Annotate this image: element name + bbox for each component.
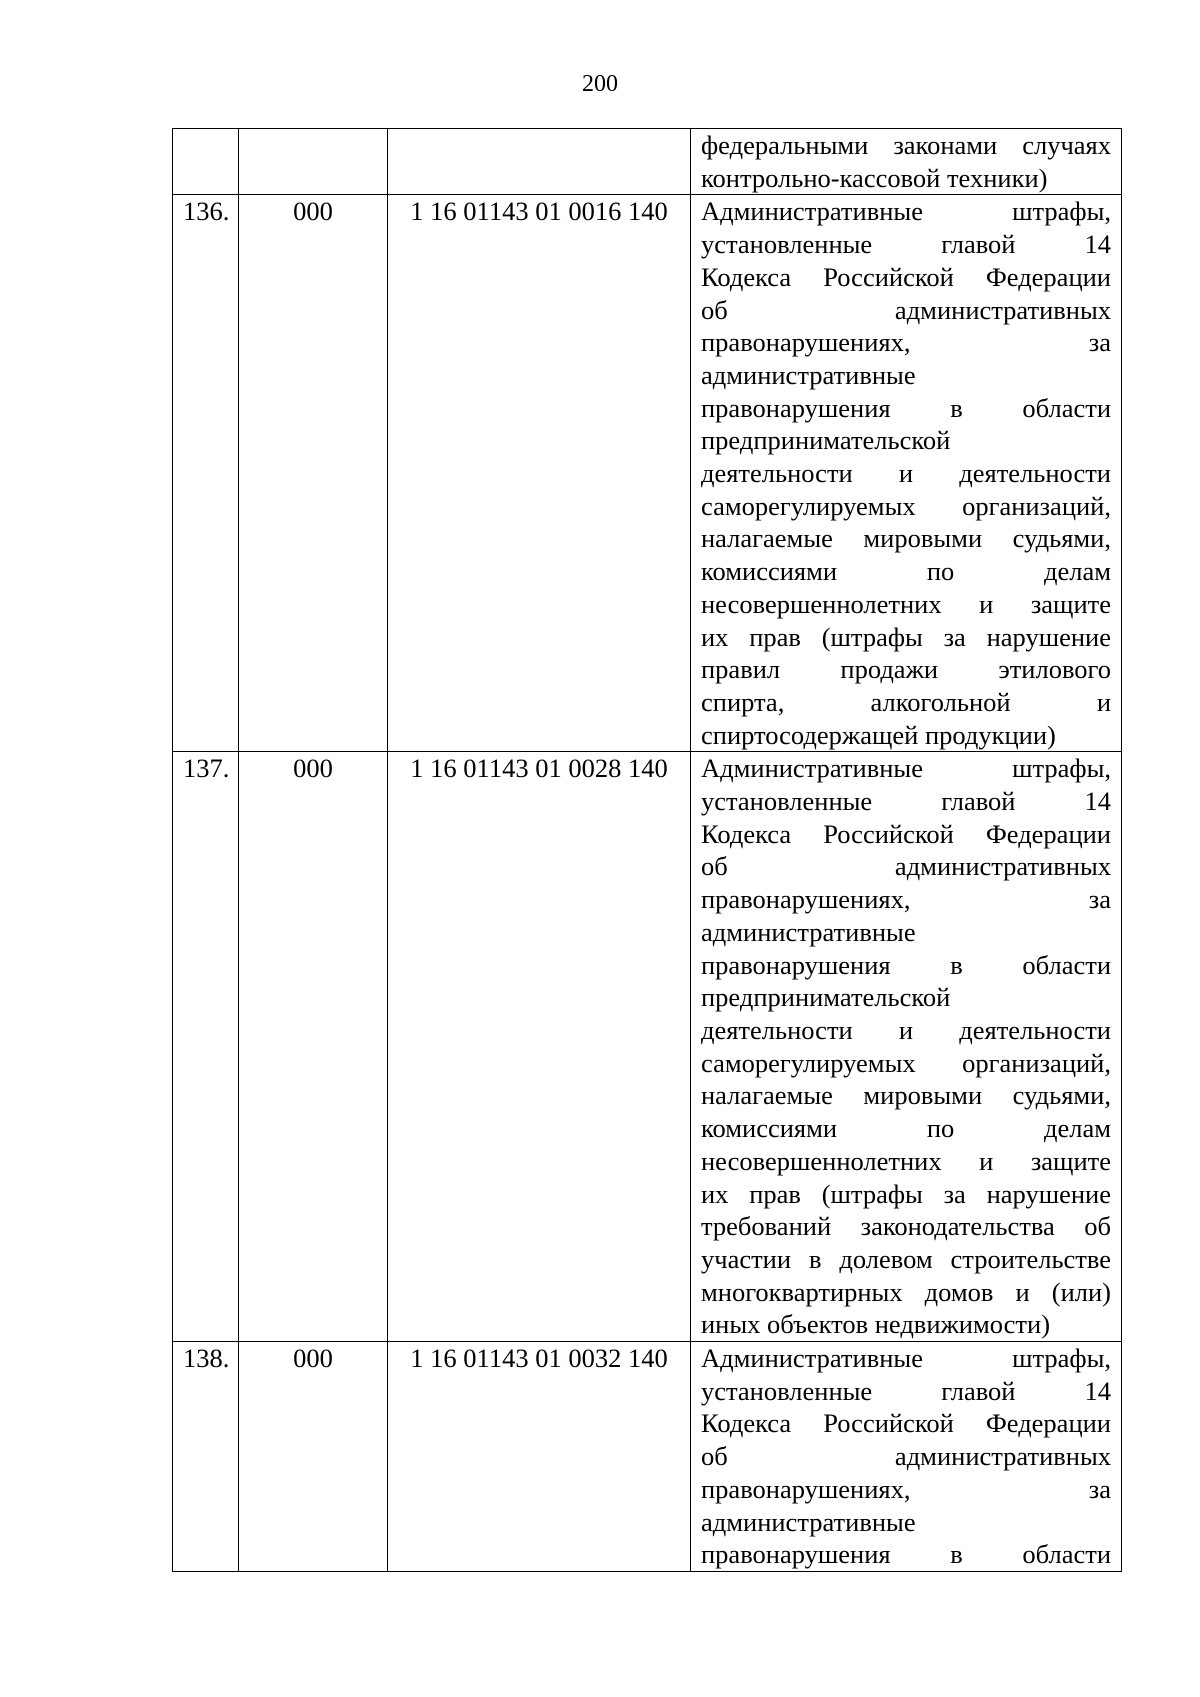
- description-line: спирта, алкогольной и: [701, 686, 1111, 717]
- description-line: правонарушения в области: [701, 1539, 1111, 1570]
- row-number-cell: 136.: [173, 195, 239, 752]
- description-line: правил продажи этилового: [701, 654, 1111, 685]
- description-line: административные: [701, 916, 916, 947]
- description-line: установленные главой 14: [701, 229, 1111, 260]
- description-line: предпринимательской: [701, 425, 951, 456]
- description-line: налагаемые мировыми судьями,: [701, 1080, 1111, 1111]
- description-line: требований законодательства об: [701, 1211, 1111, 1242]
- table-row: [173, 1342, 1122, 1572]
- description-line: несовершеннолетних и защите: [701, 1145, 1111, 1176]
- description-line: иных объектов недвижимости): [701, 1309, 1051, 1340]
- description-line: правонарушениях, за: [701, 884, 1111, 915]
- description-line: об административных: [701, 294, 1111, 325]
- description-line: правонарушениях, за: [701, 1473, 1111, 1504]
- description-line: деятельности и деятельности: [701, 458, 1111, 489]
- kbk-code-cell: 1 16 01143 01 0028 140: [388, 752, 691, 1342]
- page-number: 200: [582, 71, 618, 97]
- description-line: установленные главой 14: [701, 1375, 1111, 1406]
- row-number-cell: 137.: [173, 752, 239, 1342]
- kbk-code-cell: [388, 129, 691, 195]
- admin-code-cell: 000: [239, 1342, 388, 1572]
- description-cell: [691, 752, 1122, 1342]
- description-line: Кодекса Российской Федерации: [701, 1408, 1111, 1439]
- description-line: комиссиями по делам: [701, 556, 1111, 587]
- description-line: об административных: [701, 851, 1111, 882]
- description-line: административные: [701, 359, 916, 390]
- description-line: участии в долевом строительстве: [701, 1243, 1111, 1274]
- description-line: Кодекса Российской Федерации: [701, 261, 1111, 292]
- description-line: правонарушениях, за: [701, 327, 1111, 358]
- description-line: Административные штрафы,: [701, 753, 1111, 784]
- description-line: саморегулируемых организаций,: [701, 490, 1111, 521]
- description-line: налагаемые мировыми судьями,: [701, 523, 1111, 554]
- description-cell: [691, 129, 1122, 195]
- kbk-code-cell: 1 16 01143 01 0016 140: [388, 195, 691, 752]
- description-line: установленные главой 14: [701, 786, 1111, 817]
- description-line: правонарушения в области: [701, 392, 1111, 423]
- admin-code-cell: [239, 129, 388, 195]
- kbk-code-cell: 1 16 01143 01 0032 140: [388, 1342, 691, 1572]
- description-line: несовершеннолетних и защите: [701, 588, 1111, 619]
- budget-code-table: [172, 128, 1122, 1572]
- description-cell: [691, 195, 1122, 752]
- description-line: административные: [701, 1506, 916, 1537]
- description-line: их прав (штрафы за нарушение: [701, 621, 1111, 652]
- description-line: многоквартирных домов и (или): [701, 1276, 1111, 1307]
- description-line: предпринимательской: [701, 982, 951, 1013]
- table-row: [173, 129, 1122, 195]
- row-number-cell: [173, 129, 239, 195]
- description-line: деятельности и деятельности: [701, 1014, 1111, 1045]
- description-line: контрольно-кассовой техники): [701, 162, 1048, 193]
- description-line: Административные штрафы,: [701, 196, 1111, 227]
- description-line: правонарушения в области: [701, 949, 1111, 980]
- description-line: Кодекса Российской Федерации: [701, 818, 1111, 849]
- description-line: саморегулируемых организаций,: [701, 1047, 1111, 1078]
- table-row: [173, 752, 1122, 1342]
- row-number-cell: 138.: [173, 1342, 239, 1572]
- admin-code-cell: 000: [239, 752, 388, 1342]
- description-line: об административных: [701, 1441, 1111, 1472]
- description-cell: [691, 1342, 1122, 1572]
- table-body: [173, 129, 1122, 1572]
- description-line: федеральными законами случаях: [701, 130, 1111, 160]
- description-line: их прав (штрафы за нарушение: [701, 1178, 1111, 1209]
- table-row: [173, 195, 1122, 752]
- description-line: Административные штрафы,: [701, 1343, 1111, 1374]
- description-line: комиссиями по делам: [701, 1113, 1111, 1144]
- admin-code-cell: 000: [239, 195, 388, 752]
- description-line: спиртосодержащей продукции): [701, 719, 1056, 750]
